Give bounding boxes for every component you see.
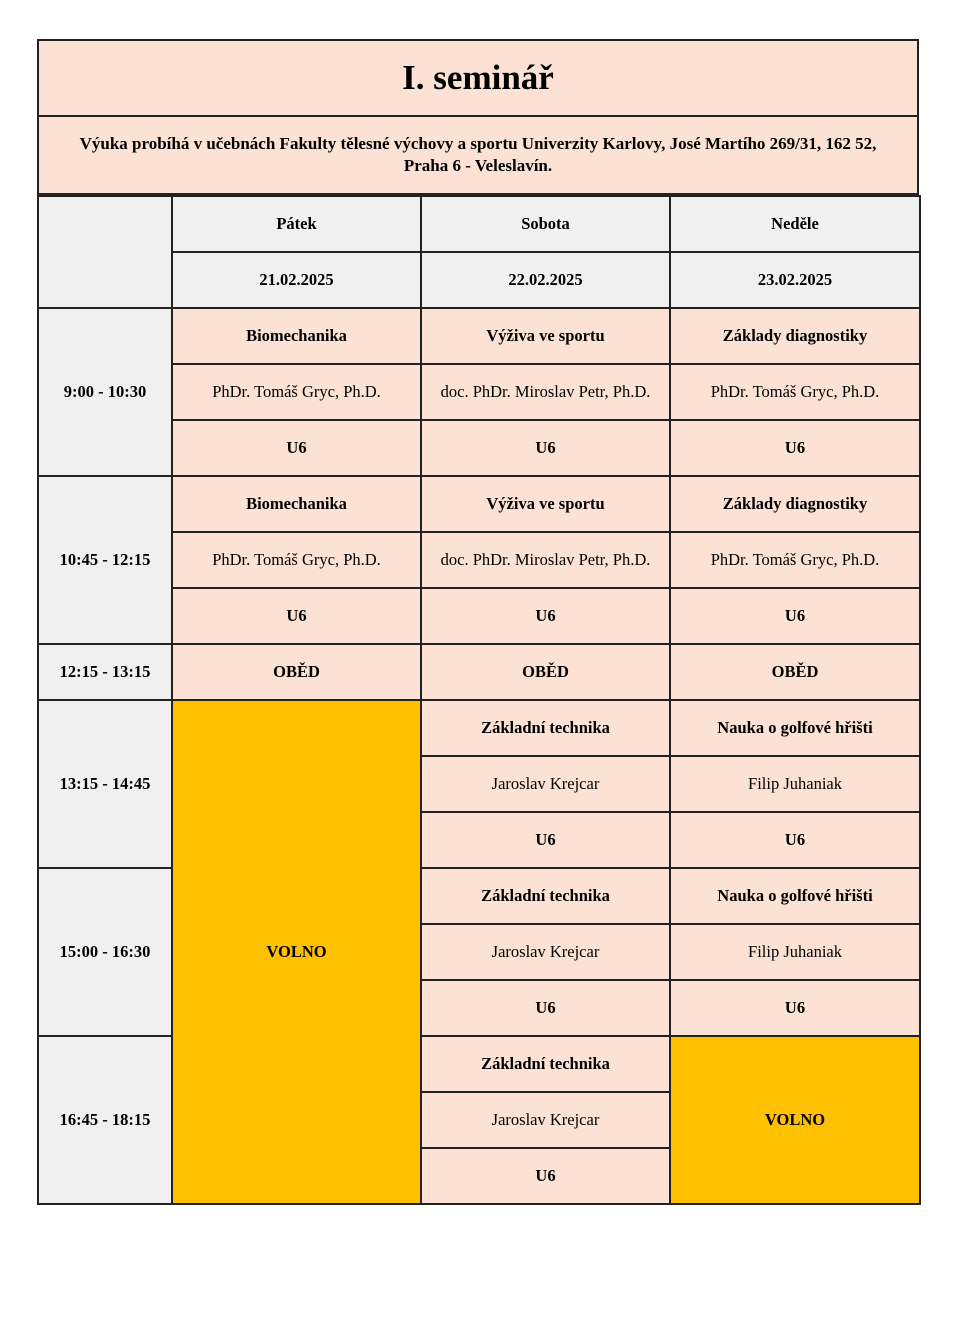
time-cell: 12:15 - 13:15 (38, 644, 172, 700)
teacher-cell: doc. PhDr. Miroslav Petr, Ph.D. (421, 532, 670, 588)
teacher-cell: Jaroslav Krejcar (421, 756, 670, 812)
teacher-cell: PhDr. Tomáš Gryc, Ph.D. (670, 532, 920, 588)
subject-cell: Základní technika (421, 868, 670, 924)
lunch-cell: OBĚD (421, 644, 670, 700)
table-row (38, 196, 920, 252)
lunch-cell: OBĚD (172, 644, 421, 700)
room-cell: U6 (421, 812, 670, 868)
room-cell: U6 (670, 588, 920, 644)
subject-cell: Biomechanika (172, 308, 421, 364)
date-saturday: 22.02.2025 (421, 252, 670, 308)
date-sunday: 23.02.2025 (670, 252, 920, 308)
room-cell: U6 (172, 420, 421, 476)
teacher-cell: Jaroslav Krejcar (421, 1092, 670, 1148)
subject-cell: Nauka o golfové hřišti (670, 868, 920, 924)
day-header-sunday: Neděle (670, 196, 920, 252)
teacher-cell: PhDr. Tomáš Gryc, Ph.D. (172, 364, 421, 420)
location-note: Výuka probíhá v učebnách Fakulty tělesné výchovy a sportu Univerzity Karlovy, José Martího 269/31, 162 52, Praha 6 - Veleslavín. (37, 117, 919, 195)
schedule-table (37, 195, 921, 1205)
subject-cell: Základní technika (421, 1036, 670, 1092)
subject-cell: Výživa ve sportu (421, 476, 670, 532)
subject-cell: Základy diagnostiky (670, 308, 920, 364)
teacher-cell: Filip Juhaniak (670, 756, 920, 812)
table-row (38, 1036, 920, 1092)
teacher-cell: PhDr. Tomáš Gryc, Ph.D. (670, 364, 920, 420)
lunch-cell: OBĚD (670, 644, 920, 700)
day-header-saturday: Sobota (421, 196, 670, 252)
room-cell: U6 (421, 420, 670, 476)
subject-cell: Základní technika (421, 700, 670, 756)
room-cell: U6 (421, 1148, 670, 1204)
teacher-cell: Filip Juhaniak (670, 924, 920, 980)
time-cell: 16:45 - 18:15 (38, 1036, 172, 1204)
table-row (38, 868, 920, 924)
schedule-sheet (37, 39, 919, 1205)
table-row (38, 700, 920, 756)
time-cell: 10:45 - 12:15 (38, 476, 172, 644)
table-row (38, 476, 920, 532)
subject-cell: Základy diagnostiky (670, 476, 920, 532)
teacher-cell: Jaroslav Krejcar (421, 924, 670, 980)
room-cell: U6 (670, 980, 920, 1036)
subject-cell: Nauka o golfové hřišti (670, 700, 920, 756)
time-cell: 13:15 - 14:45 (38, 700, 172, 868)
time-cell: 9:00 - 10:30 (38, 308, 172, 476)
table-row (38, 308, 920, 364)
day-header-friday: Pátek (172, 196, 421, 252)
page-title: I. seminář (37, 39, 919, 117)
free-cell-sunday: VOLNO (670, 1036, 920, 1204)
subject-cell: Výživa ve sportu (421, 308, 670, 364)
teacher-cell: PhDr. Tomáš Gryc, Ph.D. (172, 532, 421, 588)
teacher-cell: doc. PhDr. Miroslav Petr, Ph.D. (421, 364, 670, 420)
corner-cell (38, 196, 172, 308)
time-cell: 15:00 - 16:30 (38, 868, 172, 1036)
date-friday: 21.02.2025 (172, 252, 421, 308)
room-cell: U6 (421, 980, 670, 1036)
room-cell: U6 (421, 588, 670, 644)
room-cell: U6 (172, 588, 421, 644)
table-row (38, 644, 920, 700)
subject-cell: Biomechanika (172, 476, 421, 532)
room-cell: U6 (670, 812, 920, 868)
free-cell-friday: VOLNO (172, 700, 421, 1204)
room-cell: U6 (670, 420, 920, 476)
